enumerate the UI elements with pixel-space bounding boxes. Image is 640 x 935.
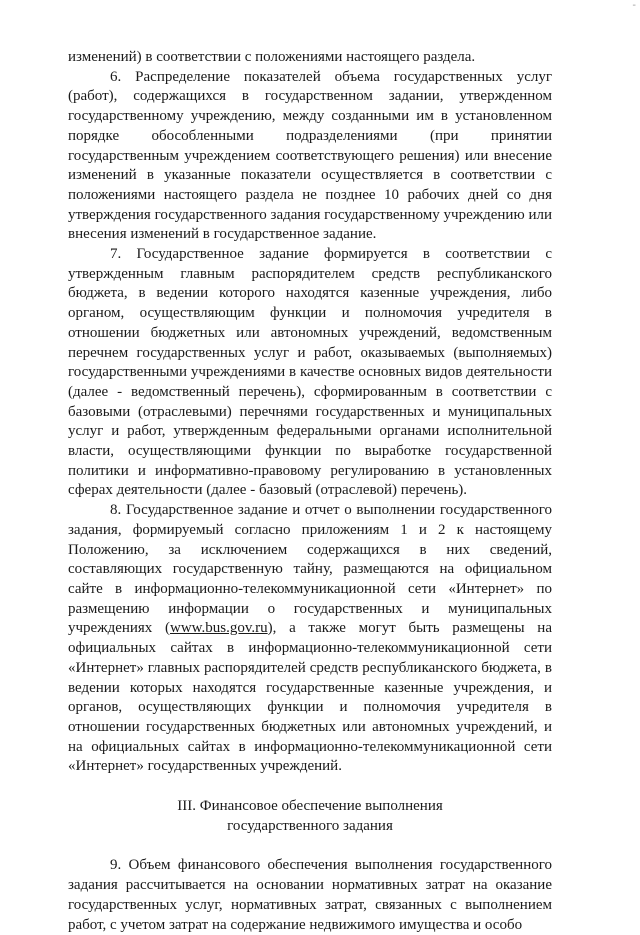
- section-3-title: [68, 797, 552, 836]
- corner-mark: -: [632, 0, 636, 11]
- paragraph-9: 9. Объем финансового обеспечения выполнения государственного задания рассчитывается на основании нормативных затрат на оказание государственных услуг, нормативных затрат, связанных с выполнением работ, с учетом затрат на содержание недвижимого имущества и особо: [68, 857, 552, 933]
- paragraph-8-text-start: 8. Государственное задание и отчет о выполнении государственного задания, формируемый согласно приложениям 1 и 2 к настоящему Положению, за исключением содержащихся в них сведений, составляющих государственную тайну, размещаются на официальном сайте в информационно-телекоммуникационной сети «Интернет» по размещению информации о государственных и муниципальных учреждениях (: [68, 502, 552, 637]
- paragraph-8: [68, 501, 552, 777]
- bus-gov-link[interactable]: www.bus.gov.ru: [170, 620, 268, 637]
- document-body: [68, 48, 552, 935]
- paragraph-6: 6. Распределение показателей объема государственных услуг (работ), содержащихся в государственном задании, утвержденном государственному учреждению, между созданными им в установленном порядке обособленными подразделениями (при принятии государственным учреждением соответствующего решения) или внесение изменений в указанные показатели осуществляется в соответствии с положениями настоящего раздела не позднее 10 рабочих дней со дня утверждения государственного задания государственному учреждению или внесения изменений в государственное задание.: [68, 68, 552, 243]
- paragraph-8-text-end: ), а также могут быть размещены на официальных сайтах в информационно-телекоммуникационной сети «Интернет» главных распорядителей средств республиканского бюджета, в ведении которых находятся государственные казенные учреждения, и органов, осуществляющих функции и полномочия учредителя в отношении государственных бюджетных или автономных учреждений, и на официальных сайтах в информационно-телекоммуникационной сети «Интернет» государственных учреждений.: [68, 620, 552, 775]
- section-3-title-line-1: III. Финансовое обеспечение выполнения: [177, 798, 443, 815]
- section-3-title-line-2: государственного задания: [227, 817, 393, 834]
- paragraph-7: 7. Государственное задание формируется в соответствии с утвержденным главным распорядителем средств республиканского бюджета, в ведении которого находятся казенные учреждения, либо органом, осуществляющим функции и полномочия учредителя в отношении бюджетных или автономных учреждений, ведомственным перечнем государственных услуг и работ, оказываемых (выполняемых) государственными учреждениями в качестве основных видов деятельности (далее - ведомственный перечень), сформированным в соответствии с базовыми (отраслевыми) перечнями государственных и муниципальных услуг и работ, утвержденным федеральными органами исполнительной власти, осуществляющими функции по выработке государственной политики и информативно-правовому регулированию в установленных сферах деятельности (далее - базовый (отраслевой) перечень).: [68, 246, 552, 499]
- paragraph-continuation: изменений) в соответствии с положениями настоящего раздела.: [68, 49, 476, 65]
